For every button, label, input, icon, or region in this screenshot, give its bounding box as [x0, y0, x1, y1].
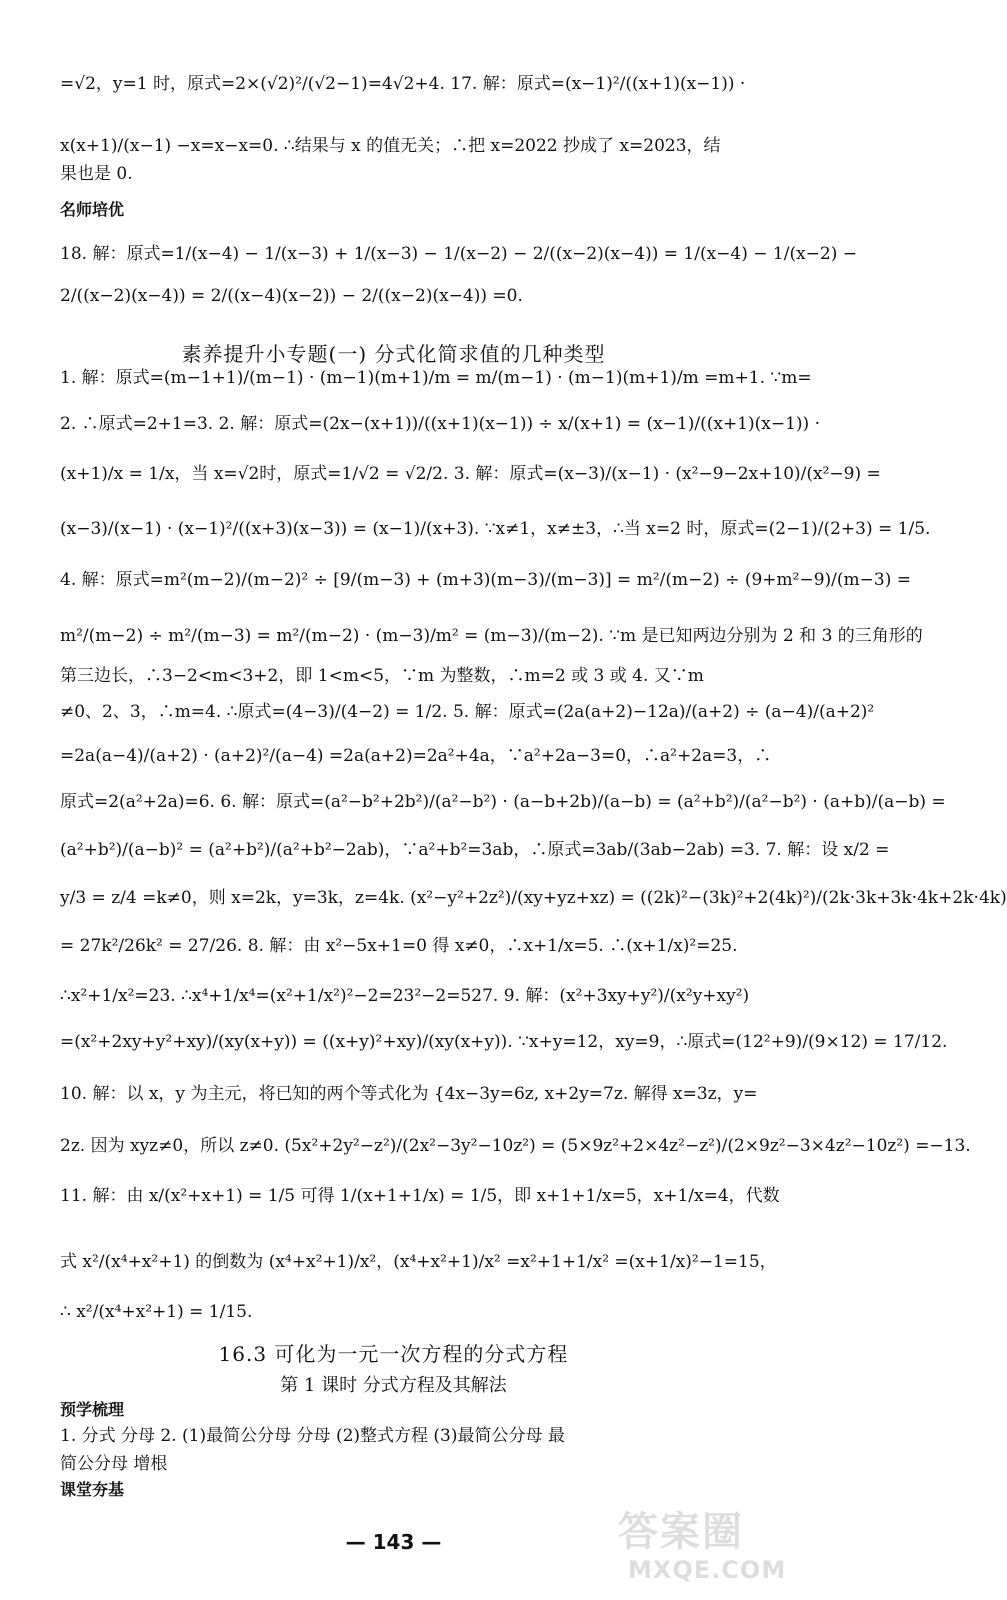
- text-line: =2a(a−4)/(a+2) · (a+2)²/(a−4) =2a(a+2)=2a²+4a，∵a²+2a−3=0，∴a²+2a=3，∴: [60, 746, 772, 766]
- text-line: 原式=2(a²+2a)=6. 6. 解：原式=(a²−b²+2b²)/(a²−b²) · (a−b+2b)/(a−b) = (a²+b²)/(a²−b²) · (a+b)/(a−b) =: [60, 792, 946, 812]
- text-line: 2/((x−2)(x−4)) = 2/((x−4)(x−2)) − 2/((x−2)(x−4)) =0.: [60, 286, 523, 306]
- text-line: 果也是 0.: [60, 164, 133, 184]
- text-line: m²/(m−2) ÷ m²/(m−3) = m²/(m−2) · (m−3)/m² = (m−3)/(m−2). ∵m 是已知两边分别为 2 和 3 的三角形的: [60, 626, 923, 646]
- page-number: — 143 —: [345, 1530, 442, 1554]
- text-line: y/3 = z/4 =k≠0，则 x=2k，y=3k，z=4k. (x²−y²+2z²)/(xy+yz+xz) = ((2k)²−(3k)²+2(4k)²)/(2k·3k+3k·4k+2k·4k): [60, 888, 1007, 908]
- text-line: x(x+1)/(x−1) −x=x−x=0. ∴结果与 x 的值无关；∴把 x=2022 抄成了 x=2023，结: [60, 136, 721, 156]
- watermark-logo-text: 答案圈: [618, 1509, 744, 1555]
- text-line: =√2，y=1 时，原式=2×(√2)²/(√2−1)=4√2+4. 17. 解：原式=(x−1)²/((x+1)(x−1)) ·: [60, 74, 746, 94]
- text-line: (x+1)/x = 1/x，当 x=√2时，原式=1/√2 = √2/2. 3. 解：原式=(x−3)/(x−1) · (x²−9−2x+10)/(x²−9) =: [60, 464, 881, 484]
- text-line: 2. ∴原式=2+1=3. 2. 解：原式=(2x−(x+1))/((x+1)(x−1)) ÷ x/(x+1) = (x−1)/((x+1)(x−1)) ·: [60, 414, 820, 434]
- text-line: 10. 解：以 x，y 为主元，将已知的两个等式化为 {4x−3y=6z, x+2y=7z. 解得 x=3z，y=: [60, 1084, 758, 1104]
- text-line: ∴x²+1/x²=23. ∴x⁴+1/x⁴=(x²+1/x²)²−2=23²−2=527. 9. 解：(x²+3xy+y²)/(x²y+xy²): [60, 986, 750, 1006]
- watermark-url: MXQE.COM: [628, 1556, 787, 1584]
- text-line: 11. 解：由 x/(x²+x+1) = 1/5 可得 1/(x+1+1/x) = 1/5，即 x+1+1/x=5，x+1/x=4，代数: [60, 1186, 780, 1206]
- text-line: 18. 解：原式=1/(x−4) − 1/(x−3) + 1/(x−3) − 1/(x−2) − 2/((x−2)(x−4)) = 1/(x−4) − 1/(x−2) −: [60, 244, 858, 264]
- text-line: 式 x²/(x⁴+x²+1) 的倒数为 (x⁴+x²+1)/x²，(x⁴+x²+1)/x² =x²+1+1/x² =(x+1/x)²−1=15，: [60, 1252, 777, 1272]
- text-line: 4. 解：原式=m²(m−2)/(m−2)² ÷ [9/(m−3) + (m+3)(m−3)/(m−3)] = m²/(m−2) ÷ (9+m²−9)/(m−3) =: [60, 570, 912, 590]
- text-line: 2z. 因为 xyz≠0，所以 z≠0. (5x²+2y²−z²)/(2x²−3y²−10z²) = (5×9z²+2×4z²−z²)/(2×9z²−3×4z²−10z²) =−13.: [60, 1136, 971, 1156]
- section-title: 16.3 可化为一元一次方程的分式方程: [218, 1342, 569, 1366]
- text-line: (a²+b²)/(a−b)² = (a²+b²)/(a²+b²−2ab)，∵a²+b²=3ab，∴原式=3ab/(3ab−2ab) =3. 7. 解：设 x/2 =: [60, 840, 890, 860]
- text-line: 第三边长，∴3−2<m<3+2，即 1<m<5，∵m 为整数，∴m=2 或 3 或 4. 又∵m: [60, 666, 704, 686]
- text-line: ≠0、2、3，∴m=4. ∴原式=(4−3)/(4−2) = 1/2. 5. 解：原式=(2a(a+2)−12a)/(a+2) ÷ (a−4)/(a+2)²: [60, 702, 875, 722]
- text-line: ∴ x²/(x⁴+x²+1) = 1/15.: [60, 1302, 253, 1322]
- text-line: (x−3)/(x−1) · (x−1)²/((x+3)(x−3)) = (x−1)/(x+3). ∵x≠1，x≠±3，∴当 x=2 时，原式=(2−1)/(2+3) = 1/5.: [60, 519, 931, 539]
- lesson-title: 第 1 课时 分式方程及其解法: [280, 1375, 507, 1396]
- section-heading: 课堂夯基: [60, 1480, 125, 1499]
- text-line: 1. 分式 分母 2. (1)最简公分母 分母 (2)整式方程 (3)最简公分母 最: [60, 1426, 565, 1446]
- section-heading: 名师培优: [60, 200, 125, 219]
- text-line: = 27k²/26k² = 27/26. 8. 解：由 x²−5x+1=0 得 x≠0，∴x+1/x=5. ∴(x+1/x)²=25.: [60, 936, 738, 956]
- topic-title: 素养提升小专题(一) 分式化简求值的几种类型: [181, 342, 606, 366]
- text-line: 1. 解：原式=(m−1+1)/(m−1) · (m−1)(m+1)/m = m/(m−1) · (m−1)(m+1)/m =m+1. ∵m=: [60, 368, 812, 388]
- text-line: 简公分母 增根: [60, 1454, 168, 1474]
- text-line: =(x²+2xy+y²+xy)/(xy(x+y)) = ((x+y)²+xy)/(xy(x+y)). ∵x+y=12，xy=9，∴原式=(12²+9)/(9×12) = 17/12.: [60, 1032, 948, 1052]
- section-heading: 预学梳理: [60, 1400, 125, 1419]
